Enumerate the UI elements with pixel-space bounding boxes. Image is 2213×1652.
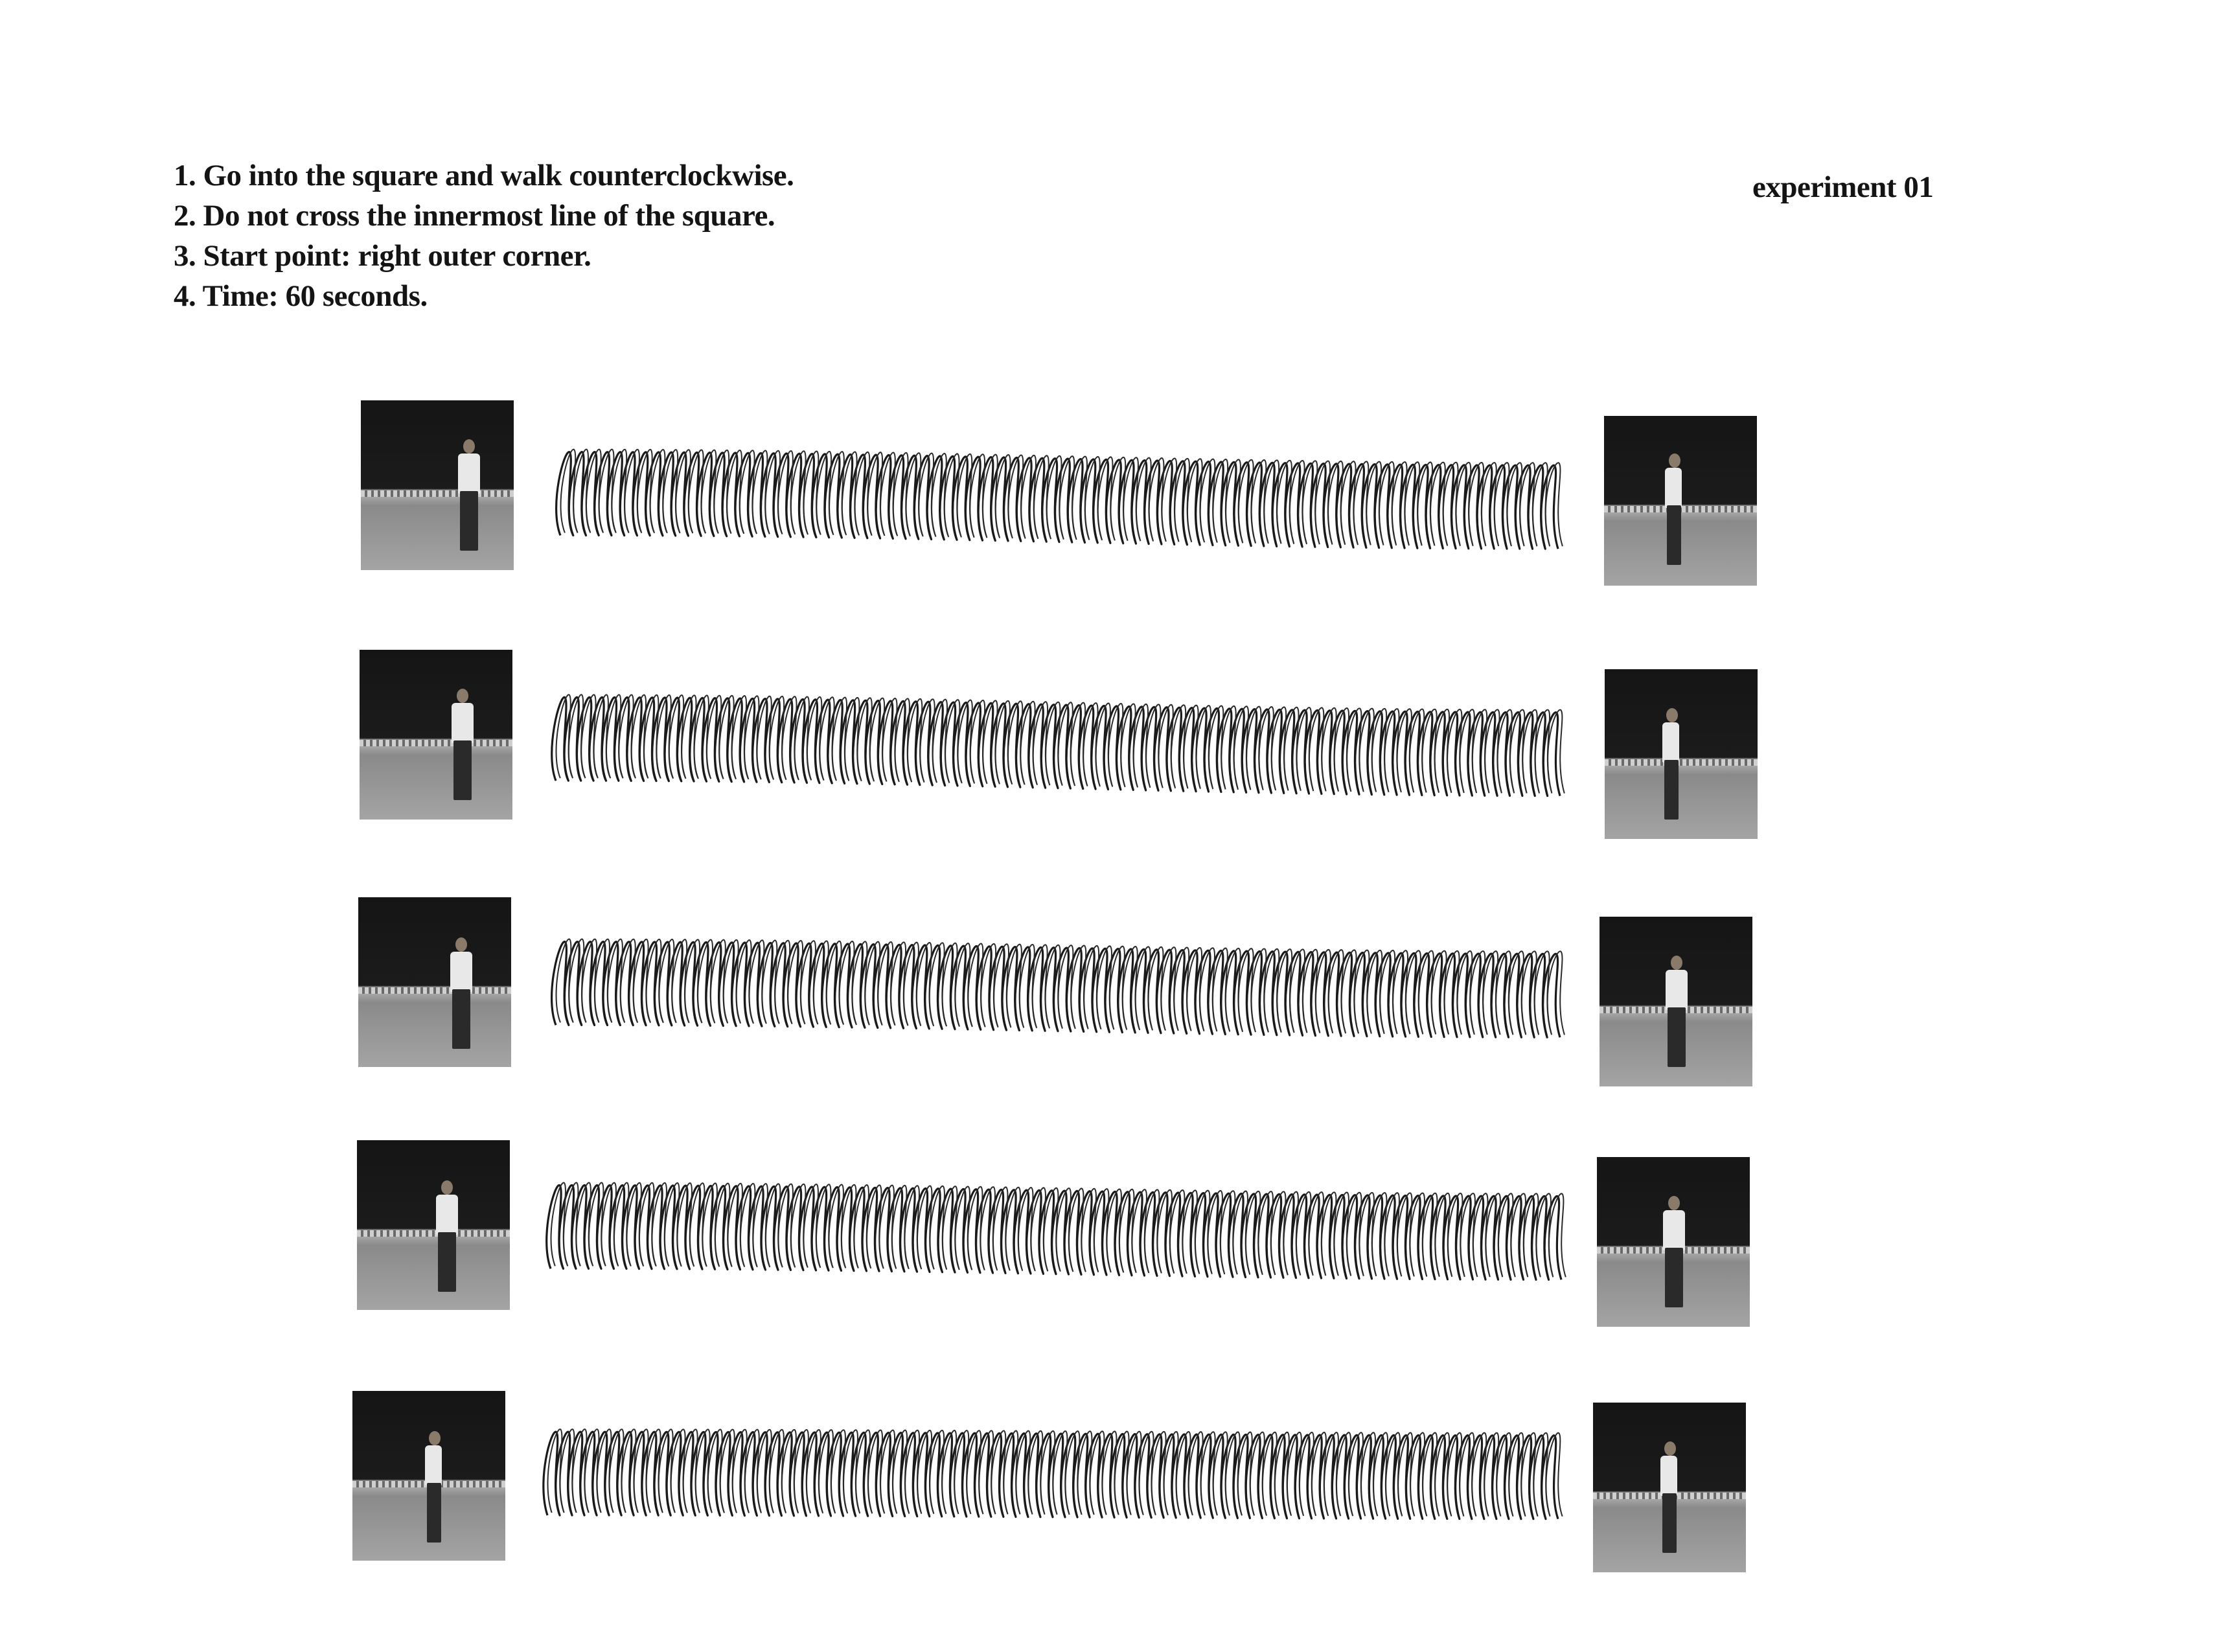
start-photo-row-5 bbox=[352, 1391, 505, 1561]
start-photo-row-4 bbox=[357, 1140, 510, 1310]
end-photo-row-1 bbox=[1604, 416, 1757, 586]
walk-trace-row-1 bbox=[547, 428, 1571, 564]
instruction-item: 1. Go into the square and walk counterclockwise. bbox=[174, 159, 794, 192]
instructions-list bbox=[174, 155, 794, 316]
start-photo-row-1 bbox=[361, 400, 514, 570]
trace-line-offset bbox=[547, 1429, 1562, 1517]
trace-line bbox=[552, 697, 1560, 796]
instruction-item: 4. Time: 60 seconds. bbox=[174, 279, 428, 313]
walk-trace-row-3 bbox=[543, 917, 1573, 1053]
end-photo-row-2 bbox=[1605, 669, 1758, 839]
experiment-label: experiment 01 bbox=[1752, 170, 1934, 204]
end-photo-row-3 bbox=[1600, 917, 1752, 1086]
trace-line-offset bbox=[551, 1182, 1566, 1277]
end-photo-row-5 bbox=[1593, 1403, 1746, 1572]
trace-line-offset bbox=[556, 694, 1565, 793]
start-photo-row-3 bbox=[358, 897, 511, 1067]
instruction-item: 3. Start point: right outer corner. bbox=[174, 239, 591, 273]
walk-trace-row-2 bbox=[543, 674, 1573, 810]
trace-line bbox=[547, 1185, 1561, 1279]
start-photo-row-2 bbox=[360, 650, 512, 820]
instruction-item: 2. Do not cross the innermost line of the square. bbox=[174, 199, 775, 233]
walk-trace-row-4 bbox=[538, 1160, 1574, 1296]
walk-trace-row-5 bbox=[534, 1403, 1571, 1539]
end-photo-row-4 bbox=[1597, 1157, 1750, 1327]
